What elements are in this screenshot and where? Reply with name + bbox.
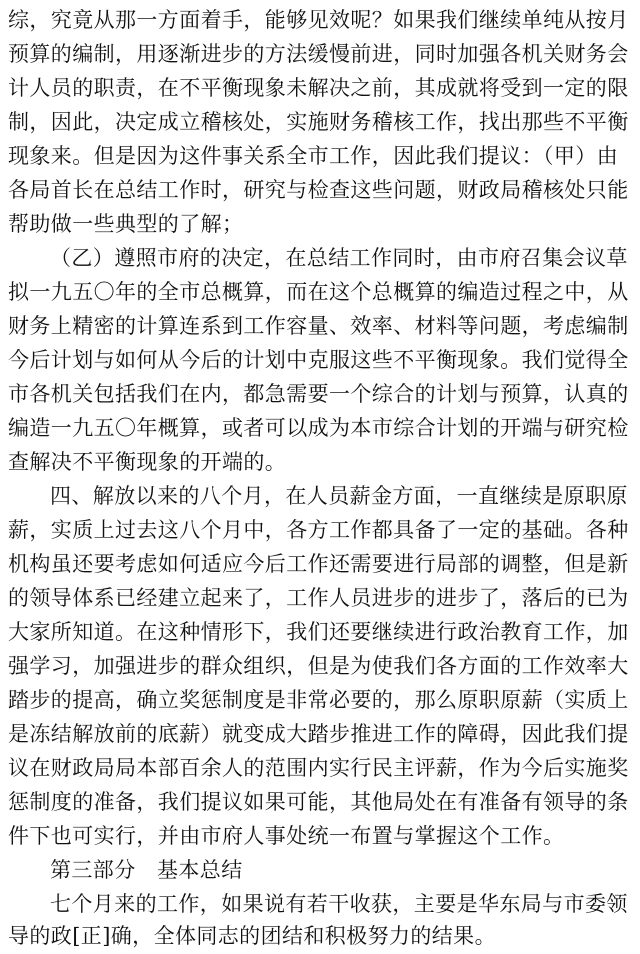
text-line: 编造一九五〇年概算，或者可以成为本市综合计划的开端与研究检: [8, 416, 629, 440]
text-line: 导的政[正]确，全体同志的团结和积极努力的结果。: [8, 924, 496, 948]
text-line: 查解决不平衡现象的开端的。: [8, 450, 287, 474]
text-line: 帮助做一些典型的了解；: [8, 212, 244, 236]
text-line: 的领导体系已经建立起来了，工作人员进步的进步了，落后的已为: [8, 586, 629, 610]
text-line: 踏步的提高，确立奖惩制度是非常必要的，那么原职原薪（实质上: [8, 688, 629, 712]
text-line: 今后计划与如何从今后的计划中克服这些不平衡现象。我们觉得全: [8, 348, 629, 372]
text-line: 惩制度的准备，我们提议如果可能，其他局处在有准备有领导的条: [8, 790, 629, 814]
text-line: 各局首长在总结工作时，研究与检查这些问题，财政局稽核处只能: [8, 178, 629, 202]
paragraph-start-line: 七个月来的工作，如果说有若干收获，主要是华东局与市委领: [50, 892, 628, 916]
text-line: 综，究竟从那一方面着手，能够见效呢？如果我们继续单纯从按月: [8, 8, 629, 32]
text-line: 机构虽还要考虑如何适应今后工作还需要进行局部的调整，但是新: [8, 552, 629, 576]
text-line: 制，因此，决定成立稽核处，实施财务稽核工作，找出那些不平衡: [8, 110, 629, 134]
paragraph-start-line: 四、解放以来的八个月，在人员薪金方面，一直继续是原职原: [50, 484, 628, 508]
text-line: 计人员的职责，在不平衡现象未解决之前，其成就将受到一定的限: [8, 76, 629, 100]
text-line: 预算的编制，用逐渐进步的方法缓慢前进，同时加强各机关财务会: [8, 42, 629, 66]
section-heading: 第三部分 基本总结: [50, 858, 243, 882]
text-line: 议在财政局局本部百余人的范围内实行民主评薪，作为今后实施奖: [8, 756, 629, 780]
text-line: 件下也可实行，并由市府人事处统一布置与掌握这个工作。: [8, 824, 565, 848]
text-line: 拟一九五〇年的全市总概算，而在这个总概算的编造过程之中，从: [8, 280, 629, 304]
text-line: 强学习，加强进步的群众组织，但是为使我们各方面的工作效率大: [8, 654, 629, 678]
text-line: 市各机关包括我们在内，都急需要一个综合的计划与预算，认真的: [8, 382, 629, 406]
text-line: 是冻结解放前的底薪）就变成大踏步推进工作的障碍，因此我们提: [8, 722, 629, 746]
text-line: 大家所知道。在这种情形下，我们还要继续进行政治教育工作，加: [8, 620, 629, 644]
paragraph-start-line: （乙）遵照市府的决定，在总结工作同时，由市府召集会议草: [50, 246, 628, 270]
text-line: 财务上精密的计算连系到工作容量、效率、材料等问题，考虑编制: [8, 314, 629, 338]
text-line: 薪，实质上过去这八个月中，各方工作都具备了一定的基础。各种: [8, 518, 629, 542]
text-line: 现象来。但是因为这件事关系全市工作，因此我们提议：（甲）由: [8, 144, 619, 168]
